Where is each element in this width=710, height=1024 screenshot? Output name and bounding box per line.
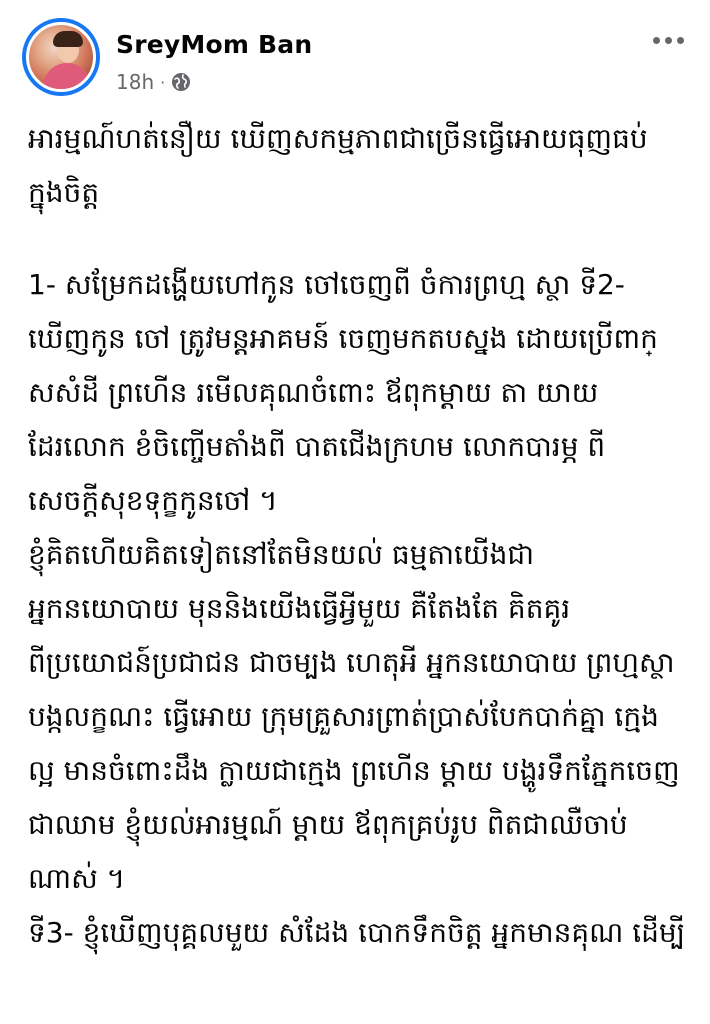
post-line: ដែរលោក ខំចិញ្ចើមតាំងពី បាតជើងក្រហម លោកបារម្ភ ពី (28, 430, 606, 463)
post-header (0, 0, 710, 110)
post-line: ឃើញកូន ចៅ ត្រូវមន្តអាគមន៍ ចេញមកតបស្នង ដោយប្រើពាក្ (28, 322, 658, 355)
author-name[interactable]: SreyMom Ban (116, 30, 313, 59)
post-line: ក្នុងចិត្ត (28, 176, 100, 209)
post-meta (116, 70, 191, 94)
post-line: សសំដី ព្រហើន រមើលគុណចំពោះ ឪពុកម្តាយ តា យាយ (28, 376, 599, 409)
globe-icon[interactable] (171, 72, 191, 92)
post-line: សេចក្តីសុខទុក្ខកូនចៅ ។ (28, 484, 278, 517)
profile-photo (26, 22, 96, 92)
post-line: ពីប្រយោជន៍ប្រជាជន ជាចម្បង ហេតុអី អ្នកនយោបាយ ព្រហ្មស្ថា (28, 646, 675, 679)
post-time[interactable]: 18h (116, 70, 155, 94)
post-line: អារម្មណ៍ហត់នឿយ ឃើញសកម្មភាពជាច្រើនធ្វើអោយធុញធប់ (28, 122, 648, 155)
more-options-icon[interactable] (648, 28, 688, 52)
avatar[interactable] (22, 18, 100, 96)
post-line: បង្កលក្ខណះ ធ្វើអោយ ក្រុមគ្រួសារព្រាត់ប្រាស់បែកបាក់គ្នា ក្មេង (28, 700, 659, 733)
post-line: 1- សម្រែកដង្ហើយហៅកូន ចៅចេញពី ចំការព្រហ្ម ស្ថា ទី2- (28, 268, 625, 301)
meta-separator: · (160, 72, 166, 92)
post-line: ណាស់ ។ (28, 862, 126, 895)
post-text (28, 112, 688, 960)
post-line: ជាឈាម ខ្ញុំយល់អារម្មណ៍ ម្តាយ ឪពុកគ្រប់រូប ពិតជាឈឺចាប់ (28, 808, 628, 841)
blank-line (28, 220, 688, 258)
post-line: ល្អ មានចំពោះដឹង ក្លាយជាក្មេង ព្រហើន ម្តាយ បង្ហូរទឹកភ្នែកចេញ (28, 754, 680, 787)
post-line: អ្នកនយោបាយ មុននិងយើងធ្វើអ្វីមួយ គឺតែងតែ គិតគូរ (28, 592, 571, 625)
post-line: ខ្ញុំគិតហើយគិតទៀតនៅតែមិនយល់ ធម្មតាយើងជា (28, 538, 535, 571)
post-line: ទី3- ខ្ញុំឃើញបុគ្គលមួយ សំដែង បោកទឹកចិត្ត អ្នកមានគុណ ដើម្បី (28, 916, 686, 949)
